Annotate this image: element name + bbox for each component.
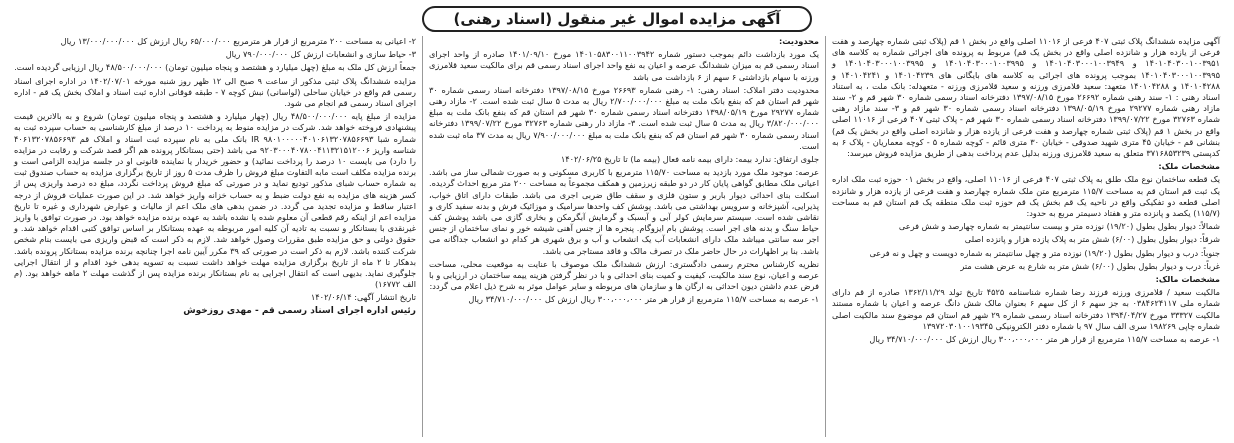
auction-time-paragraph: مزایده ششدانگ پلاک ثبتی مذکور از ساعت ۹ صبح الی ۱۲ ظهر روز شنبه مورخه ۱۴۰۲/۰۷/۰۱ در اداره اجرای اسناد رسمی قم واقع در خیابان ساحلی (لواسانی) نبش کوچه ۷ - طبقه فوقانی اداره ثبت اسناد و املاک بخش یک قم - اداره اجرای اسناد رسمی قم انجام می شود. — [14, 75, 416, 109]
page-title: آگهی مزایده اموال غیر منقول (اسناد رهنی) — [422, 6, 813, 32]
signature: رئیس اداره اجرای اسناد رسمی قم - مهدی روزخوش — [183, 305, 416, 316]
owner-specs-heading: مشخصات مالک: — [1155, 274, 1220, 285]
body-columns — [8, 36, 1226, 437]
mortgage-records-paragraph: محدودیت دفتر املاک: اسناد رهنی: ۱- رهنی شماره ۲۶۶۹۳ مورخ ۱۳۹۷/۰۸/۱۵ دفترخانه اسناد رسمی شماره ۳۰ شهر قم استان قم که بنفع بانک ملت به مبلغ ۲/۷۰۰/۰۰۰/۰۰۰ ریال به مدت ۵ سال ثبت شده است. ۲- مازاد رهنی شماره ۲۹۲۷۷ مورخ ۱۳۹۸/۰۵/۱۹ دفترخانه اسناد رسمی شماره ۳۰ شهر قم استان قم که بنفع بانک ملت به مبلغ ۳/۸۲۰/۰۰۰/۰۰۰ ریال به مدت ۵ سال ثبت شده است. ۳- مازاد دار رهنی شماره ۳۲۷۶۳ مورخ ۱۳۹۹/۰۷/۲۲ دفترخانه اسناد رسمی شماره ۳۰ شهر قم استان قم که بنفع بانک ملت به مبلغ ۷/۹۰۰/۰۰۰/۰۰۰ ریال به مدت ۳۷ ماه ثبت شده است. — [429, 84, 819, 151]
boundary-south: جنوباً: درب و دیوار بطول بطول (۱۹/۲۰) نوزده متر و چهل سانتیمتر به شماره دویست و چهل و نه فرعی — [869, 247, 1220, 258]
seizure-paragraph: یک مورد بازداشت دائم بموجب دستور شماره ۱۴۰۱۰۵۸۳۰۰۱۱۰۰۳۹۴۲ مورخ ۱۴۰۱/۰۹/۱۰ صادره از واحد اجرای اسناد رسمی قم به میزان ششدانگ عرصه و اعیان به نفع واحد اجرای اسناد رسمی قم برای مالکیت سعید قلامرزی ورزنه با سهام بازداشتی ۶ سهم از ۶ بازداشت می باشد — [429, 49, 819, 82]
publish-date: تاریخ انتشار آگهی: ۱۴۰۲/۰۶/۱۴ — [310, 292, 416, 303]
yard-value-line: ۳- حیاط سازی و انشعابات ارزش کل ۷۹۰/۰۰۰/۰۰۰ ریال — [225, 49, 416, 60]
building-value-line: ۲- اعیانی به مساحت ۲۰۰ مترمربع از قرار هر مترمربع ۶۵/۰۰۰/۰۰۰ ریال ارزش کل ۱۳/۰۰۰/۰۰۰/۰۰۰ ریال — [60, 36, 416, 46]
auction-terms-paragraph: مزایده از مبلغ پایه ۴۸/۵۰۰/۰۰۰/۰۰۰ ریال (چهار میلیارد و هشتصد و پنجاه میلیون تومان) شروع و به بالاترین قیمت پیشنهادی فروخته خواهد شد. شرکت در مزایده منوط به پرداخت ۱۰ درصد از مبلغ کارشناسی به حساب سپرده ثبت به شماره شبا IR ۹۸۰۱۰۰۰۰۰۴۰۱۰۶۱۳۲۰۷۸۵۶۶۹۳ بانک ملی به نام سپرده ثبت اسناد و املاک قم ۴۰۶۱۳۲۰۷۸۵۶۶۹۳ شناسه واریز ۹۲۰۳۰۰۰۴۰۷۸۰۰۴۱۱۳۲۱۵۱۲۰۰۶ می باشد (حتی بستانکار پرونده هم اگر قصد شرکت و رقابت در مزایده را دارد) می بایست ۱۰ درصد را پرداخت نمائید) و حضور خریدار یا نماینده قانونی او در جلسه مزایده الزامی است و برنده مزایده مکلف است مابه التفاوت مبلغ فروش را ظرف مدت ۵ روز از تاریخ برگزاری مزایده به حساب صندوق ثبت به شماره حساب شبای مذکور تودیع نماید و در صورتی که مبلغ فروش پرداخت نگردد، مبلغ ده درصد واریزی پس از کسر هزینه های مزایده به نفع دولت ضبط و به حساب خزانه واریز خواهد شد. در این صورت عملیات فروش از درجه اعتبار ساقط و مزایده تجدید می گردد. در ضمن بدهی های ملک اعم از مالیات و عوارض شهرداری و غیره تا تاریخ مزایده اعم از اینکه رقم قطعی آن معلوم شده یا نشده باشد به عهده برنده مزایده خواهد بود. در صورت توافق با واریز غیرنقدی با بستانکار و نسبت به تادیه آن کلیه امور مربوطه به عهده بستانکار بر اساس توافق کتبی اقدام خواهد شد. و حقوق دولتی و حق مزایده طبق مقررات وصول خواهد شد. لازم به ذکر است که قبض واریزی می بایست بنام شخص شرکت کننده باشد. لازم به ذکر است در صورتی که ۳۹ مکرر آیین نامه اجرا چنانچه برنده مزایده بستانکار پرونده باشد. بدهکار تا ۲ ماه از تاریخ برگزاری مزایده مهلت خواهد داشت نسبت به تسویه بدهی خود اقدام و از انتقال اجرایی جلوگیری نماید. بدیهی است که انتقال اجرایی به نام بستانکار برنده مزایده پس از گذشت مهلت ۲ ماهه خواهد بود. (م الف ۱۶۷۷۲) — [14, 111, 417, 290]
owner-specs-paragraph: مالکیت سعید / قلامرزی ورزنه فرزند رضا شماره شناسنامه ۴۵۲۵ تاریخ تولد ۱۳۶۲/۱۱/۲۹ صادره از قم دارای شماره ملی ۰۳۸۴۶۲۴۱۱۷ به جز سهم ۶ از کل سهم ۶ بعنوان مالک شش دانگ عرصه و اعیان با شماره مستند مالکیت ۳۳۳۲۷ مورخ ۱۳۹۴/۰۴/۲۷ دفترخانه اسناد رسمی شماره ۲۹ شهر قم استان قم موضوع سند مالکیت اصلی شماره چاپی ۱۹۸۲۶۹ سری الف سال ۹۷ با شماره دفتر الکترونیکی ۱۳۹۷۲۰۳۰۱۰۰۱۹۳۴۵ — [832, 287, 1220, 331]
column-left — [8, 36, 423, 437]
expert-opinion-paragraph: نظریه کارشناس محترم رسمی دادگستری: ارزش ششدانگ ملک موصوف با عنایت به موقعیت محلی، مساحت عرصه و اعیان، نوع سند مالکیت، کیفیت و کمیت بنای احداثی و با در نظر گرفتن هزینه ییمه ساختمان در ارزیابی و با فرض عدم داشتن دیون احداثی به ارگان ها و سازمان های مربوطه و سایر عوامل موثر به شرح ذیل اعلام می گردد: — [429, 258, 819, 292]
title-bar — [8, 6, 1226, 32]
intro-paragraph: آگهی مزایده ششدانگ پلاک ثبتی ۴۰۷ فرعی از ۱۱۰۱۶ اصلی واقع در بخش ۱ قم (پلاک ثبتی شماره چهارصد و هفت فرعی از یازده هزار و شانزده اصلی واقع در بخش یک قم) مربوط به پرونده های اجرائی شماره به کلاسه های ۱۴۰۱۰۴۰۳۰۰۱۰۰۳۹۵۱ و ۱۴۰۱۰۴۰۳۰۰۰۱۰۰۳۹۴۹ و ۱۴۰۱۰۴۰۳۰۰۰۱۰۰۳۹۹۵ و ۱۴۰۱۰۴۰۳۰۰۰۱۰۰۳۹۹۵ و ۱۴۰۱۰۴۰۳۰۰۰۱۰۰۳۹۹۵ بموجب پرونده های اجرائی به کلاسه های بایگانی های ۱۴۰۱۰۴۲۳۹ و ۱۴۰۱۰۴۲۴۱ و ۱۴۰۱۰۴۲۸۸ و ۱۴۰۱۰۴۲۸۸ متعهد: سعید قلامرزی ورزنه و سعید قلامرزی ورزنه - متعهدله: بانک ملت ، به استناد اسناد رهنی : ۱- سند رهنی شماره ۲۶۶۹۲ مورخ ۱۳۹۷/۰۸/۱۵ دفترخانه اسناد رسمی شماره ۳۰ شهر قم و ۲- سند مازاد رهنی شماره ۲۹۲۷۷ مورخ ۱۳۹۸/۰۵/۱۹ دفترخانه اسناد رسمی شماره ۳۰ شهر قم و ۳- سند مازاد رهنی شماره ۳۲۷۶۳ مورخ ۱۳۹۹/۰۷/۲۲ دفترخانه اسناد رسمی شماره ۳۰ شهر قم - پلاک ثبتی ۴۰۷ فرعی از ۱۱۰۱۶ اصلی واقع در بخش ۱ قم (پلاک ثبتی شماره چهارصد و هفت فرعی از یازده هزار و شانزده اصلی واقع در بخش یک قم) بنشانی قم - خیابان ۴۵ متری شهید صدوقی - خیابان ۳۰ متری قائم - کوچه شماره ۵ - کوچه معماریان - پلاک ۶ به کدپستی ۳۷۱۶۸۵۳۲۳۹ متعلق به سعید قلامرزی ورزنه بدلیل عدم پرداخت بدهی از طریق مزایده فروش میرسد: — [832, 36, 1221, 159]
restrictions-heading: محدودیت: — [778, 36, 819, 46]
column-right — [826, 36, 1226, 437]
land-value-line: ۱- عرصه به مساحت ۱۱۵/۷ مترمربع از قرار هر متر ۳۰۰،۰۰۰،۰۰۰ ریال ارزش کل ۳۴/۷۱۰/۰۰۰/۰۰۰ ریال — [468, 294, 819, 305]
boundary-east: شرقاً: دیوار بطول بطول (۶/۰۰) شش متر به پلاک یازده هزار و پانزده اصلی — [964, 234, 1220, 245]
insurance-paragraph: جلوی ارتفاق: ندارد بیمه: دارای بیمه نامه فعال (بیمه ما) تا تاریخ ۱۴۰۲/۰۶/۲۵ — [560, 154, 819, 165]
land-value-paragraph: ۱- عرصه به مساحت ۱۱۵/۷ مترمربع از قرار هر متر ۳۰۰،۰۰۰،۰۰۰ ریال ارزش کل ۳۴/۷۱۰/۰۰۰/۰۰۰ ریال — [869, 334, 1220, 345]
property-specs-heading: مشخصات ملک: — [1158, 161, 1220, 172]
column-middle — [423, 36, 826, 437]
total-value-paragraph: جمعاً ارزش کل ملک به مبلغ (چهل میلیارد و هشتصد و پنجاه میلیون تومان) ۴۸/۵۰۰/۰۰۰/۰۰۰ ریال ارزیابی گردیده است. — [14, 62, 416, 73]
site-description-paragraph: عرصه: موجود ملک مورد بازدید به مساحت ۱۱۵/۷۰ مترمربع با کاربری مسکونی و به صورت شمالی ساز می باشد. اعیانی ملک مطابق گواهی پایان کار در دو طبقه زیرزمین و همکف مجموعاً به مساحت ۲۰۰ متر مربع احداث گردیده. اسکلت بنای احداثی دیوار باربر و ستون فلزی و سقف طاق ضربی اجری می باشد. طبقات دارای اتاق خواب، پذیرایی، آشپزخانه و سرویس بهداشتی می باشد. پوشش کف واحدها سرامیک و موزائیک فرش و بدنه سفید کاری و نقاشی شده است. سیستم سرمایش کولر آبی و آبسبک و گرمایش آبگرمکن و بخاری گازی می باشد پوشش کف حیاط سنگ و بدنه های اجر است. پوشش بام ایزوگام. پنجره ها از جنس آهنی شیشه خور و نمای ساختمان از جنس اجر سه سانتی میباشد ملک دارای انشعابات آب یک انشعاب و آب و برق شهری هر کدام دو انشعاب جداگانه می باشد. بنا بر اظهارات در حال حاضر ملک در تصرف مالک و فاقد مستاجر می باشد. — [429, 167, 819, 256]
boundary-west: غرباً: درب و دیوار بطول بطول (۶/۰۰) شش متر به شارع به عرض هشت متر — [960, 260, 1220, 271]
boundary-north: شمالاً: دیوار بطول بطول (۱۹/۲۰) نوزده متر و بیست سانتیمتر به شماره چهارصد و شش فرعی — [898, 221, 1220, 232]
property-specs-paragraph: یک قطعه ساختمان نوع ملک طلق به پلاک ثبتی ۴۰۷ فرعی از ۱۱۰۱۶ اصلی، واقع در بخش ۰۱ حوزه ثبت ملک اداره یک ثبت قم استان قم به مساحت ۱۱۵/۷ مترمربع متن ملک شماره چهارصد و هفت فرعی از یازده هزار و شانزده اصلی قطعه دو تفکیکی واقع در ناحیه یک قم بخش یک قم حوزه ثبت ملک منطقه یک قم استان قم به مساحت (۱۱۵/۷) یکصد و پانزده متر و هفتاد دسیمتر مربع به حدود: — [832, 174, 1221, 219]
